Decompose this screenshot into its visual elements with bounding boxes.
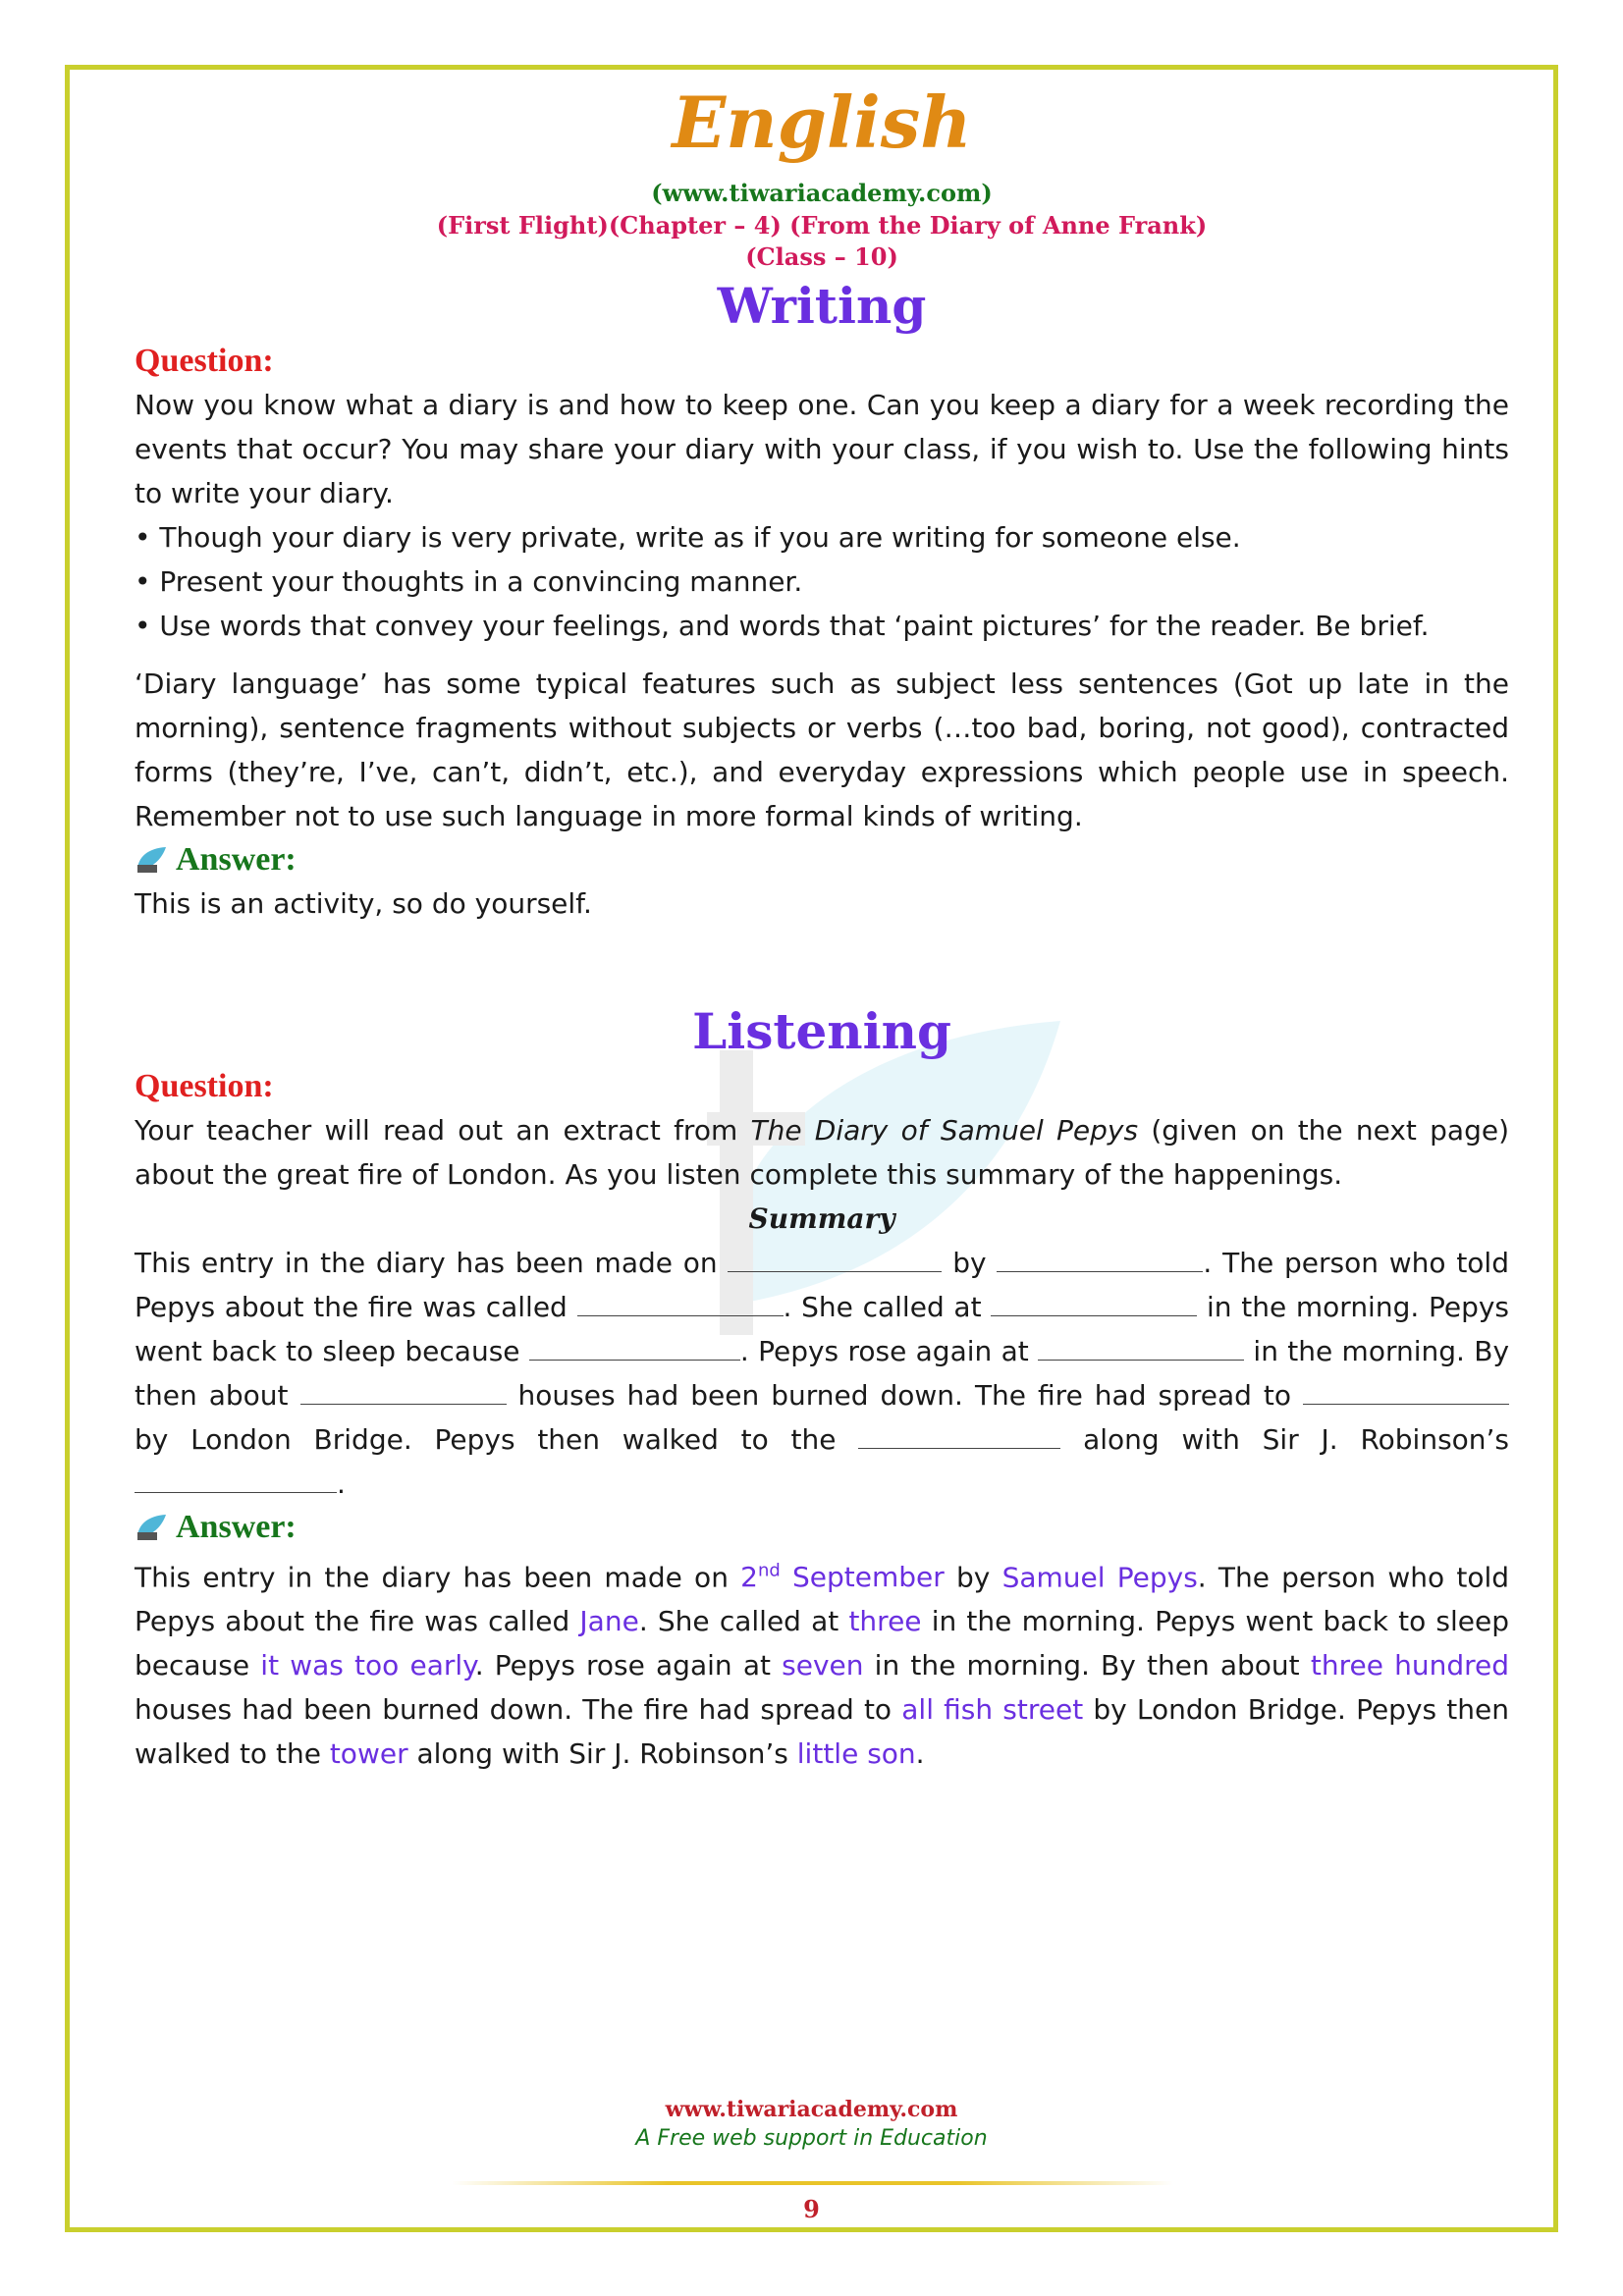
listening-answer-label-text: Answer: — [176, 1509, 297, 1545]
header-chapter: (First Flight)(Chapter – 4) (From the Diary of Anne Frank) — [436, 211, 1208, 240]
summary-title: Summary — [748, 1202, 895, 1235]
listening-question-text: Your teacher will read out an extract from The Diary of Samuel Pepys (given on the next page) about the great fire of London. As you listen complete this summary of the happenings. — [135, 1114, 1510, 1191]
blank-field — [1038, 1338, 1244, 1361]
writing-hint-3: • Use words that convey your feelings, and words that ‘paint pictures’ for the reader. Be brief. — [135, 610, 1430, 642]
writing-answer-text: This is an activity, so do yourself. — [135, 887, 592, 920]
blank-field — [991, 1294, 1197, 1316]
blank-field — [728, 1250, 942, 1272]
answer-name: Jane — [579, 1605, 639, 1638]
writing-hint-2: • Present your thoughts in a convincing manner. — [135, 565, 803, 598]
page-number: 9 — [803, 2195, 820, 2223]
answer-time-called: three — [848, 1605, 922, 1638]
listening-answer-text: This entry in the diary has been made on 2nd September by Samuel Pepys. The person who told Pepys about the fire was called Jane. She called at three in the morning. Pepys went back to sleep because it was too early. Pepys rose again at seven in the morning. By then about three hundred houses had been burned down. The fire had spread to all fish street by London Bridge. Pepys then walked to the tower along with Sir J. Robinson’s little son. — [135, 1561, 1510, 1771]
listening-answer-label — [135, 1506, 1509, 1549]
page-title: English — [672, 80, 972, 164]
summary-fill-blanks: This entry in the diary has been made on by . The person who told Pepys about the fire was called . She called at in the morning. Pepys went back to sleep because . Pepys rose again at in the morning. By then about houses had been burned down. The fire had spread to by London Bridge. Pepys then walked to the along with Sir J. Robinson’s . — [135, 1247, 1510, 1500]
answer-house-count: three hundred — [1310, 1649, 1510, 1682]
blank-field — [1303, 1382, 1509, 1405]
answer-time-rose: seven — [782, 1649, 864, 1682]
answer-tower: tower — [329, 1737, 408, 1771]
blank-field — [858, 1426, 1060, 1449]
writing-hint-1: • Though your diary is very private, write as if you are writing for someone else. — [135, 521, 1241, 554]
answer-place: all fish street — [901, 1693, 1084, 1727]
blank-field — [135, 1470, 337, 1493]
page-content — [135, 69, 1509, 1776]
footer-site-link[interactable]: www.tiwariacademy.com — [665, 2097, 958, 2122]
writing-question-intro: Now you know what a diary is and how to keep one. Can you keep a diary for a week recording the events that occur? You may share your diary with your class, if you wish to. Use the following hints to write your diary. — [135, 389, 1509, 509]
blank-field — [577, 1294, 784, 1316]
writing-answer-label — [135, 838, 1509, 881]
book-title: The Diary of Samuel Pepys — [750, 1114, 1139, 1147]
blank-field — [997, 1250, 1203, 1272]
answer-reason: it was too early — [260, 1649, 475, 1682]
section-listening-heading: Listening — [692, 1002, 951, 1060]
section-writing-heading: Writing — [717, 277, 927, 335]
answer-person: Samuel Pepys — [1001, 1561, 1198, 1594]
listening-question-label: Question: — [135, 1068, 274, 1104]
answer-date: 2nd September — [740, 1561, 945, 1594]
leaf-icon — [135, 845, 168, 875]
answer-son: little son — [796, 1737, 916, 1771]
writing-question-note: ‘Diary language’ has some typical features such as subject less sentences (Got up late in the morning), sentence fragments without subjects or verbs (…too bad, boring, not good), contracted forms (they’re, I’ve, can’t, didn’t, etc.), and everyday expressions which people use in speech. Remember not to use such language in more formal kinds of writing. — [135, 667, 1509, 832]
footer-divider — [452, 2181, 1173, 2185]
header-class: (Class – 10) — [745, 242, 898, 271]
writing-question-label: Question: — [135, 343, 274, 379]
blank-field — [529, 1338, 740, 1361]
leaf-icon — [135, 1513, 168, 1542]
header-site: (www.tiwariacademy.com) — [651, 179, 993, 207]
blank-field — [300, 1382, 507, 1405]
writing-answer-label-text: Answer: — [176, 841, 297, 878]
footer-tagline: A Free web support in Education — [635, 2126, 988, 2151]
